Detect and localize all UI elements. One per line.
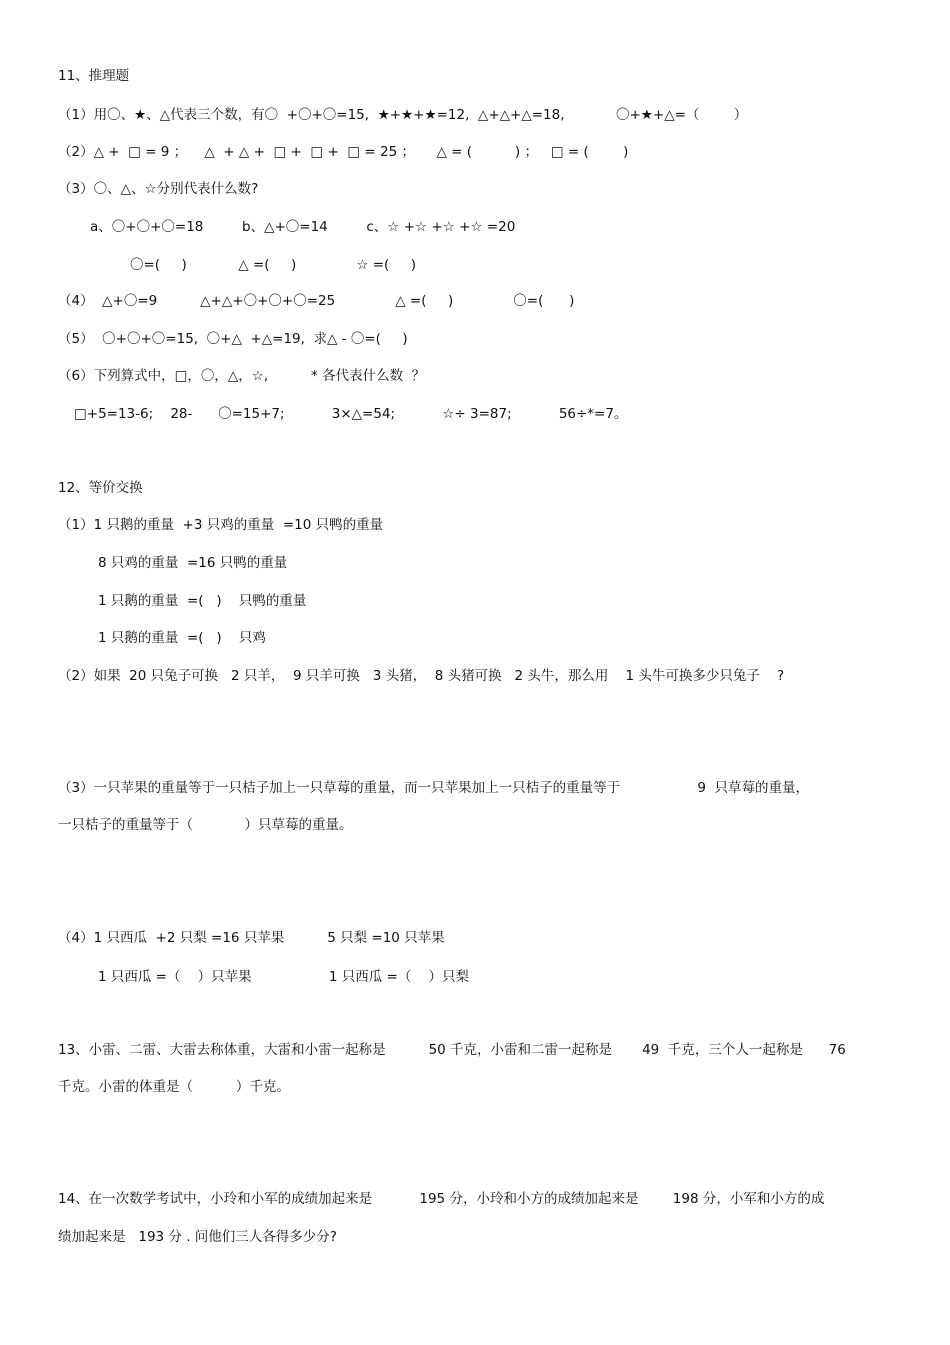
q12-3-text: （3）一只苹果的重量等于一只桔子加上一只草莓的重量，而一只苹果加上一只桔子的重量等于 9 只草莓的重量， — [58, 780, 810, 796]
q12-title: 12、等价交换 — [58, 480, 143, 496]
q11-2-text: （2）△ + □ = 9 ； △ + △ + □ + □ + □ = 25 ； △ = ( ) ； □ = ( ) — [58, 144, 629, 160]
q12-1-answer-chicken: 1 只鹅的重量 =( ) 只鸡 — [98, 630, 266, 646]
q11-3-answers: 〇=( ) △ =( ) ☆ =( ) — [130, 257, 417, 273]
q11-3-options: a、〇+〇+〇=18 b、△+〇=14 c、☆ +☆ +☆ +☆ =20 — [90, 219, 516, 235]
q14-text: 14、在一次数学考试中，小玲和小军的成绩加起来是 195 分，小玲和小方的成绩加起来是 198 分，小军和小方的成 — [58, 1191, 825, 1207]
q12-1-text: （1）1 只鹅的重量 +3 只鸡的重量 =10 只鸭的重量 — [58, 517, 384, 533]
q11-5-text: （5） 〇+〇+〇=15, 〇+△ +△=19, 求△ - 〇=( ) — [58, 331, 408, 347]
q12-1-condition: 8 只鸡的重量 =16 只鸭的重量 — [98, 555, 288, 571]
q12-3-question: 一只桔子的重量等于（ ）只草莓的重量。 — [58, 817, 353, 833]
q11-3-text: （3）〇、△、☆分别代表什么数? — [58, 181, 259, 197]
q13-question: 千克。小雷的体重是（ ）千克。 — [58, 1079, 290, 1095]
q11-6-equations: □+5=13-6; 28- 〇=15+7; 3×△=54; ☆÷ 3=87; 56÷*=7。 — [74, 406, 628, 422]
q12-1-answer-duck: 1 只鹅的重量 =( ) 只鸭的重量 — [98, 593, 307, 609]
q11-6-text: （6）下列算式中，□，〇，△，☆, * 各代表什么数 ？ — [58, 368, 426, 384]
q14-question: 绩加起来是 193 分 . 问他们三人各得多少分? — [58, 1229, 337, 1245]
q12-2-text: （2）如果 20 只兔子可换 2 只羊， 9 只羊可换 3 头猪， 8 头猪可换 2 头牛，那么用 1 头牛可换多少只兔子 ? — [58, 668, 785, 684]
q11-1-text: （1）用〇、★、△代表三个数，有〇 +〇+〇=15, ★+★+★=12, △+△+△=18, 〇+★+△=（ ） — [58, 107, 748, 123]
q12-4-text: （4）1 只西瓜 +2 只梨 =16 只苹果 5 只梨 =10 只苹果 — [58, 930, 445, 946]
q12-4-answers: 1 只西瓜 =（ ）只苹果 1 只西瓜 =（ ）只梨 — [98, 969, 470, 985]
q11-title: 11、推理题 — [58, 68, 130, 84]
q11-4-text: （4） △+〇=9 △+△+〇+〇+〇=25 △ =( ) 〇=( ) — [58, 293, 575, 309]
q13-text: 13、小雷、二雷、大雷去称体重，大雷和小雷一起称是 50 千克，小雷和二雷一起称是 49 千克，三个人一起称是 76 — [58, 1042, 846, 1058]
